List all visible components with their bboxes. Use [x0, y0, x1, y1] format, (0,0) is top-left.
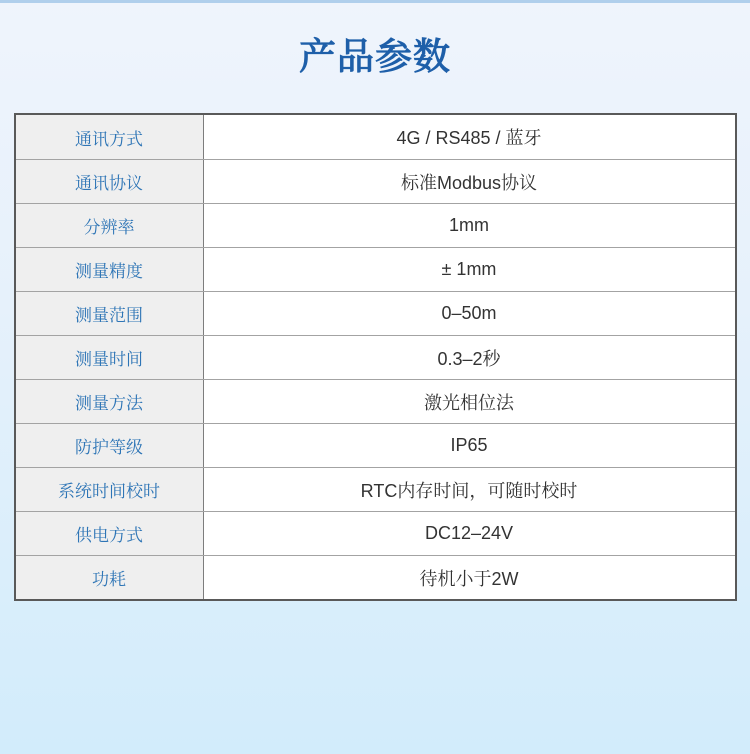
param-label: 通讯协议 [16, 160, 204, 203]
param-value: ± 1mm [204, 248, 735, 291]
product-params-table [14, 113, 737, 601]
param-label: 测量时间 [16, 336, 204, 379]
param-label: 供电方式 [16, 512, 204, 555]
page-title: 产品参数 [299, 36, 451, 77]
table-row [16, 335, 735, 379]
param-value: IP65 [204, 424, 735, 467]
param-value: RTC内存时间，可随时校时 [204, 468, 735, 511]
param-label: 系统时间校时 [16, 468, 204, 511]
param-value: 4G / RS485 / 蓝牙 [204, 115, 735, 159]
param-label: 防护等级 [16, 424, 204, 467]
table-row [16, 247, 735, 291]
table-row [16, 467, 735, 511]
table-row [16, 511, 735, 555]
param-value: 激光相位法 [204, 380, 735, 423]
table-row [16, 159, 735, 203]
param-label: 通讯方式 [16, 115, 204, 159]
param-label: 测量方法 [16, 380, 204, 423]
param-value: 标准Modbus协议 [204, 160, 735, 203]
param-value: DC12–24V [204, 512, 735, 555]
table-row [16, 291, 735, 335]
param-label: 测量范围 [16, 292, 204, 335]
table-row [16, 115, 735, 159]
param-label: 测量精度 [16, 248, 204, 291]
top-accent-bar [0, 0, 750, 3]
table-row [16, 379, 735, 423]
table-row [16, 203, 735, 247]
param-value: 0.3–2秒 [204, 336, 735, 379]
param-label: 功耗 [16, 556, 204, 599]
table-row [16, 423, 735, 467]
table-row [16, 555, 735, 599]
param-value: 0–50m [204, 292, 735, 335]
param-value: 待机小于2W [204, 556, 735, 599]
param-label: 分辨率 [16, 204, 204, 247]
param-value: 1mm [204, 204, 735, 247]
